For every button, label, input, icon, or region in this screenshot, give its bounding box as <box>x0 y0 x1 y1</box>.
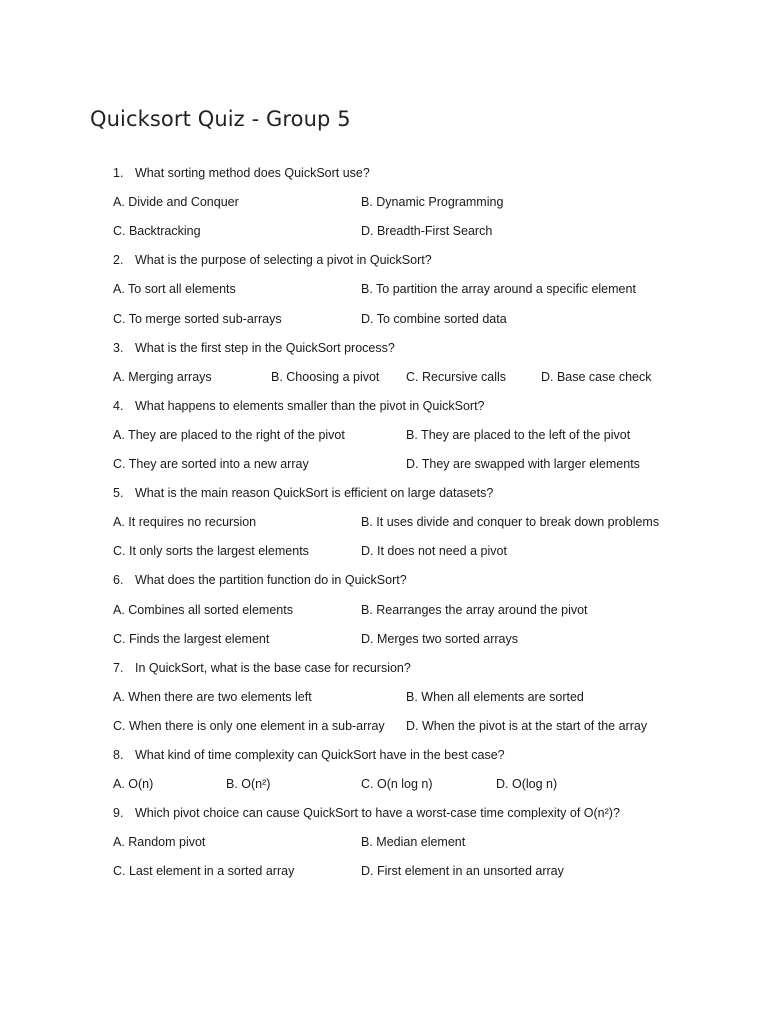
question-6 <box>113 571 407 589</box>
answer-option: A. Random pivot <box>113 835 206 850</box>
answer-row <box>0 630 768 648</box>
answer-option: A. Merging arrays <box>113 369 212 384</box>
answer-row <box>0 222 768 240</box>
answer-option: C. They are sorted into a new array <box>113 457 309 471</box>
answer-row <box>0 310 768 328</box>
answer-row <box>0 717 768 735</box>
answer-option: C. To merge sorted sub-arrays <box>113 311 282 326</box>
answer-option: D. O(log n) <box>496 777 558 792</box>
question-number: 9. <box>113 806 124 821</box>
answer-row <box>0 193 768 211</box>
answer-option: A. Divide and Conquer <box>113 195 239 210</box>
answer-option: D. When the pivot is at the start of the array <box>406 718 648 733</box>
answer-option: A. They are placed to the right of the pivot <box>113 427 345 442</box>
page-title: Quicksort Quiz - Group 5 <box>90 107 351 131</box>
answer-option: A. To sort all elements <box>113 282 236 297</box>
answer-option: B. They are placed to the left of the pivot <box>406 427 631 442</box>
answer-row <box>0 542 768 560</box>
answer-row <box>0 862 768 880</box>
answer-option: D. Merges two sorted arrays <box>361 631 518 646</box>
question-3 <box>113 339 395 357</box>
answer-option: C. Last element in a sorted array <box>113 864 295 879</box>
answer-option: A. It requires no recursion <box>113 515 257 530</box>
answer-option: D. Breadth-First Search <box>361 224 493 239</box>
question-text: What kind of time complexity can QuickSort have in the best case? <box>135 748 505 762</box>
answer-option: D. To combine sorted data <box>361 311 507 326</box>
answer-row <box>0 280 768 298</box>
answer-option: C. O(n log n) <box>361 777 433 792</box>
question-number: 7. <box>113 660 124 675</box>
question-4 <box>113 397 485 415</box>
answer-row <box>0 368 768 386</box>
answer-option: B. When all elements are sorted <box>406 689 584 704</box>
answer-row <box>0 688 768 706</box>
question-text: What does the partition function do in QuickSort? <box>135 573 407 588</box>
question-text: What is the purpose of selecting a pivot in QuickSort? <box>135 253 432 268</box>
answer-option: D. It does not need a pivot <box>361 544 507 559</box>
answer-option: A. Combines all sorted elements <box>113 602 293 617</box>
answer-option: B. To partition the array around a specific element <box>361 282 636 297</box>
answer-row <box>0 426 768 444</box>
question-9 <box>113 804 620 822</box>
answer-option: C. It only sorts the largest elements <box>113 544 309 559</box>
question-number: 3. <box>113 340 124 355</box>
question-text: What happens to elements smaller than the pivot in QuickSort? <box>135 398 485 413</box>
question-number: 6. <box>113 573 124 588</box>
answer-option: B. Dynamic Programming <box>361 195 504 210</box>
question-text: Which pivot choice can cause QuickSort to have a worst-case time complexity of O(n²)? <box>135 806 620 821</box>
answer-option: B. O(n²) <box>226 777 271 792</box>
question-8 <box>113 746 505 764</box>
question-1 <box>113 164 370 182</box>
answer-option: C. Finds the largest element <box>113 631 270 646</box>
answer-option: B. Choosing a pivot <box>271 369 380 384</box>
answer-row <box>0 601 768 619</box>
question-number: 8. <box>113 748 124 762</box>
answer-row <box>0 455 768 473</box>
question-number: 2. <box>113 253 124 268</box>
question-7 <box>113 659 411 677</box>
answer-row <box>0 775 768 793</box>
question-text: What is the first step in the QuickSort process? <box>135 340 395 355</box>
answer-option: C. Backtracking <box>113 224 201 239</box>
answer-option: A. O(n) <box>113 777 154 792</box>
answer-option: B. It uses divide and conquer to break down problems <box>361 515 660 530</box>
question-text: In QuickSort, what is the base case for recursion? <box>135 660 411 675</box>
answer-option: B. Rearranges the array around the pivot <box>361 602 588 617</box>
question-2 <box>113 251 432 269</box>
answer-option: D. First element in an unsorted array <box>361 864 564 879</box>
question-5 <box>113 484 493 502</box>
answer-option: B. Median element <box>361 835 466 850</box>
answer-option: C. When there is only one element in a sub-array <box>113 718 385 733</box>
question-number: 5. <box>113 486 124 501</box>
answer-option: D. They are swapped with larger elements <box>406 457 640 471</box>
question-number: 4. <box>113 398 124 413</box>
question-number: 1. <box>113 166 124 180</box>
question-text: What sorting method does QuickSort use? <box>135 166 370 180</box>
answer-option: C. Recursive calls <box>406 369 507 384</box>
answer-row <box>0 833 768 851</box>
answer-option: D. Base case check <box>541 369 652 384</box>
answer-row <box>0 513 768 531</box>
question-text: What is the main reason QuickSort is efficient on large datasets? <box>135 486 494 501</box>
answer-option: A. When there are two elements left <box>113 689 312 704</box>
